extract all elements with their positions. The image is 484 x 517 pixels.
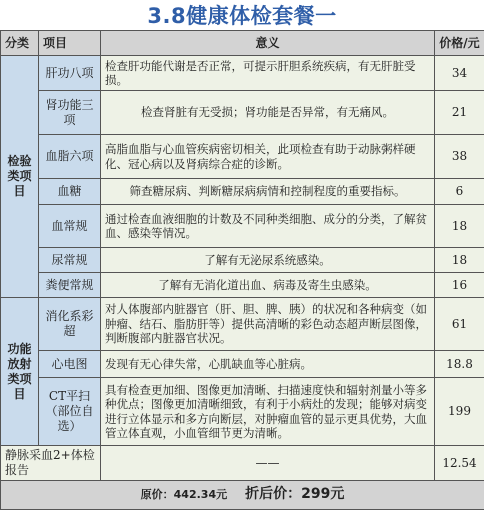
item-meaning: 了解有无泌尿系统感染。 — [101, 248, 435, 273]
item-price: 199 — [435, 378, 484, 446]
item-price: 61 — [435, 298, 484, 351]
item-meaning: 检查肾脏有无受损；肾功能是否异常，有无痛风。 — [101, 91, 435, 135]
table-row — [1, 273, 484, 298]
item-name: 血糖 — [39, 179, 101, 205]
table-row — [1, 205, 484, 248]
total-row — [1, 481, 484, 510]
header-category: 分类 — [1, 31, 39, 56]
item-meaning: 检查肝功能代谢是否正常，可提示肝胆系统疾病，有无肝脏受损。 — [101, 56, 435, 91]
header-row — [1, 31, 484, 56]
item-name: 心电图 — [39, 351, 101, 378]
item-name: CT平扫（部位自选） — [39, 378, 101, 446]
table-row — [1, 135, 484, 179]
item-name: 消化系彩超 — [39, 298, 101, 351]
table-row — [1, 56, 484, 91]
item-price: 6 — [435, 179, 484, 205]
original-price-label: 原价： — [140, 488, 174, 502]
extra-price: 12.54 — [435, 446, 484, 481]
table-row — [1, 91, 484, 135]
table-row — [1, 378, 484, 446]
extra-label: 静脉采血2+体检报告 — [1, 446, 101, 481]
item-meaning: 高脂血脂与心血管疾病密切相关，此项检查有助于动脉粥样硬化、冠心病以及肾病综合症的诊断。 — [101, 135, 435, 179]
table-row — [1, 248, 484, 273]
discount-price-label: 折后价： — [245, 486, 302, 503]
item-price: 18 — [435, 248, 484, 273]
total-cell — [1, 481, 484, 510]
extra-row — [1, 446, 484, 481]
item-price: 21 — [435, 91, 484, 135]
item-name: 尿常规 — [39, 248, 101, 273]
page-title: 3.8健康体检套餐一 — [147, 4, 337, 28]
item-name: 肾功能三项 — [39, 91, 101, 135]
table-row — [1, 179, 484, 205]
extra-dash: —— — [101, 446, 435, 481]
item-name: 血脂六项 — [39, 135, 101, 179]
package-table — [0, 30, 484, 510]
item-meaning: 发现有无心律失常，心肌缺血等心脏病。 — [101, 351, 435, 378]
item-price: 18 — [435, 205, 484, 248]
item-name: 粪便常规 — [39, 273, 101, 298]
header-item: 项目 — [39, 31, 101, 56]
category-lab: 检验类项目 — [1, 56, 39, 298]
item-meaning: 具有检查更加细、图像更加清晰、扫描速度快和辐射剂量小等多种优点；图像更加清晰细致，有利于小病灶的发现；能够对病变进行立体显示和多方向断层，对肿瘤血管的显示更具优势，大血管立体直观，小血管细节更为清晰。 — [101, 378, 435, 446]
item-price: 38 — [435, 135, 484, 179]
table-row — [1, 351, 484, 378]
category-imaging: 功能放射类项目 — [1, 298, 39, 446]
item-name: 血常规 — [39, 205, 101, 248]
header-price: 价格/元 — [435, 31, 484, 56]
discount-price-value: 299元 — [301, 486, 345, 503]
item-meaning: 通过检查血液细胞的计数及不同种类细胞、成分的分类，了解贫血、感染等情况。 — [101, 205, 435, 248]
item-meaning: 对人体腹部内脏器官（肝、胆、脾、胰）的状况和各种病变（如肿瘤、结石、脂肪肝等）提供高清晰的彩色动态超声断层图像，判断腹部内脏器官状况。 — [101, 298, 435, 351]
item-price: 16 — [435, 273, 484, 298]
original-price-value: 442.34元 — [173, 488, 228, 502]
item-meaning: 了解有无消化道出血、病毒及寄生虫感染。 — [101, 273, 435, 298]
header-meaning: 意义 — [101, 31, 435, 56]
item-meaning: 筛查糖尿病、判断糖尿病病情和控制程度的重要指标。 — [101, 179, 435, 205]
table-row — [1, 298, 484, 351]
item-price: 18.8 — [435, 351, 484, 378]
item-name: 肝功八项 — [39, 56, 101, 91]
item-price: 34 — [435, 56, 484, 91]
